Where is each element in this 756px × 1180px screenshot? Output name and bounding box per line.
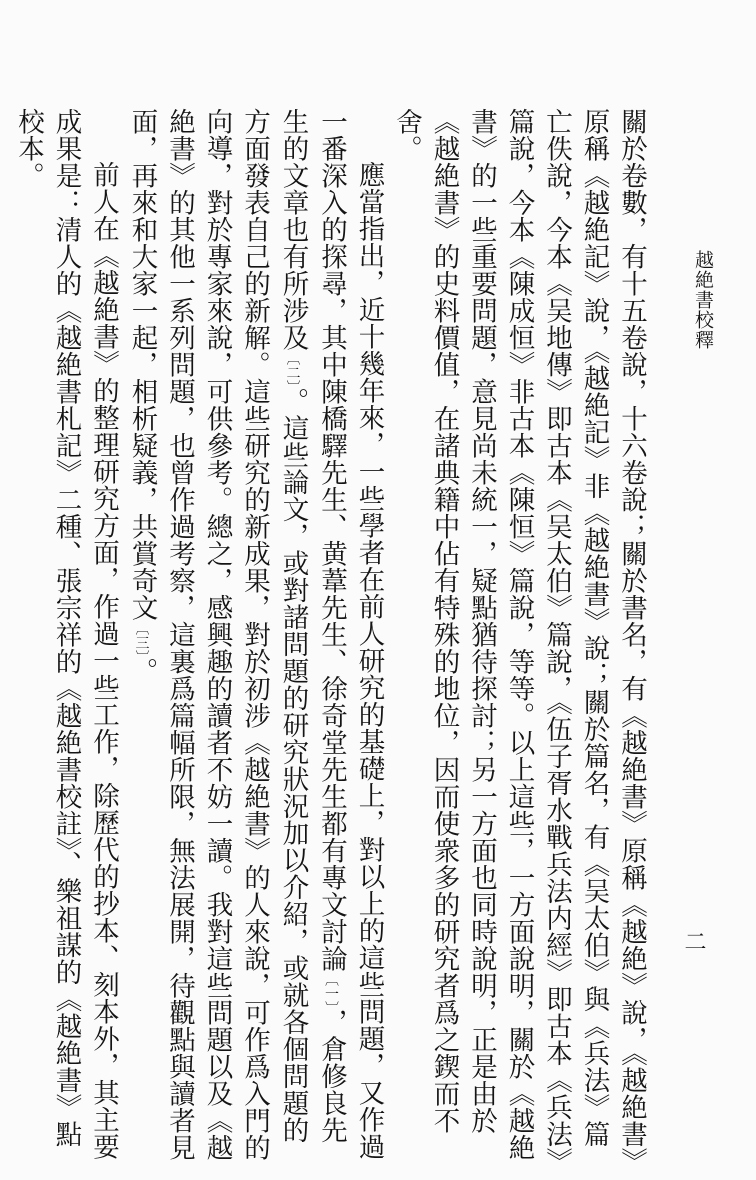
paragraph-1: 關於卷數，有十五卷說，十六卷說；關於書名，有《越絶書》原稱《越絶》說，《越絶書》原稱《越絶記》說，《越絶記》非《越絶書》說；關於篇名，有《吴太伯》與《兵法》篇亡佚說，今本《吴地傳》即古本《吴太伯》篇說，《伍子胥水戰兵法内經》即古本《兵法》篇說，今本《陳成恒》非古本《陳恒》篇說，等等。以上這些，一方面說明，關於《越絶書》的一些重要問題，意見尚未統一，疑點猶待探討；另一方面也同時說明，正是由於《越絶書》的史料價值，在諸典籍中佔有特殊的地位，因而使衆多的研究者爲之鍥而不舍。 xyxy=(391,108,647,1162)
footnote-ref-3: 〔三〕 xyxy=(133,621,150,658)
paragraph-2-text-a: 應當指出，近十幾年來，一些學者在前人研究的基礎上，對以上的這些問題，又作過一番深入的探尋，其中陳橋驛先生、黄葦先生、徐奇堂先生都有專文討論 xyxy=(316,108,385,1160)
footnote-ref-1: 〔一〕 xyxy=(323,972,339,1009)
footnote-ref-2: 〔二〕 xyxy=(284,351,301,388)
paragraph-2 xyxy=(122,108,388,1168)
body-text xyxy=(10,108,651,1168)
paragraph-2-text-d: 。 xyxy=(126,657,158,685)
paragraph-2-text-c: 。這些論文，或對諸問題的研究狀況加以介紹，或就各個問題的方面發表自己的新解。這些研究的新成果，對於初涉《越絶書》的人來說，可作爲入門的向導，對於專家來說，可供參考。總之，感興趣的讀者不妨一讀。我對這些問題以及《越絶書》的其他一系列問題，也曾作過考察，這裏爲篇幅所限，無法展開，待觀點與讀者見面，再來和大家一起，相析疑義，共賞奇文 xyxy=(126,108,309,1161)
paragraph-2-text-b: ，倉修良先生的文章也有所涉及 xyxy=(277,108,347,1144)
paragraph-3: 前人在《越絶書》的整理研究方面，作過一些工作，除歷代的抄本、刻本外，其主要成果是：清人的《越絶書札記》二種、張宗祥的《越絶書校註》、樂祖謀的《越絶書》點校本。 xyxy=(13,108,119,1160)
page-number: 二 xyxy=(681,930,706,952)
running-header: 越絶書校釋 xyxy=(692,250,714,350)
